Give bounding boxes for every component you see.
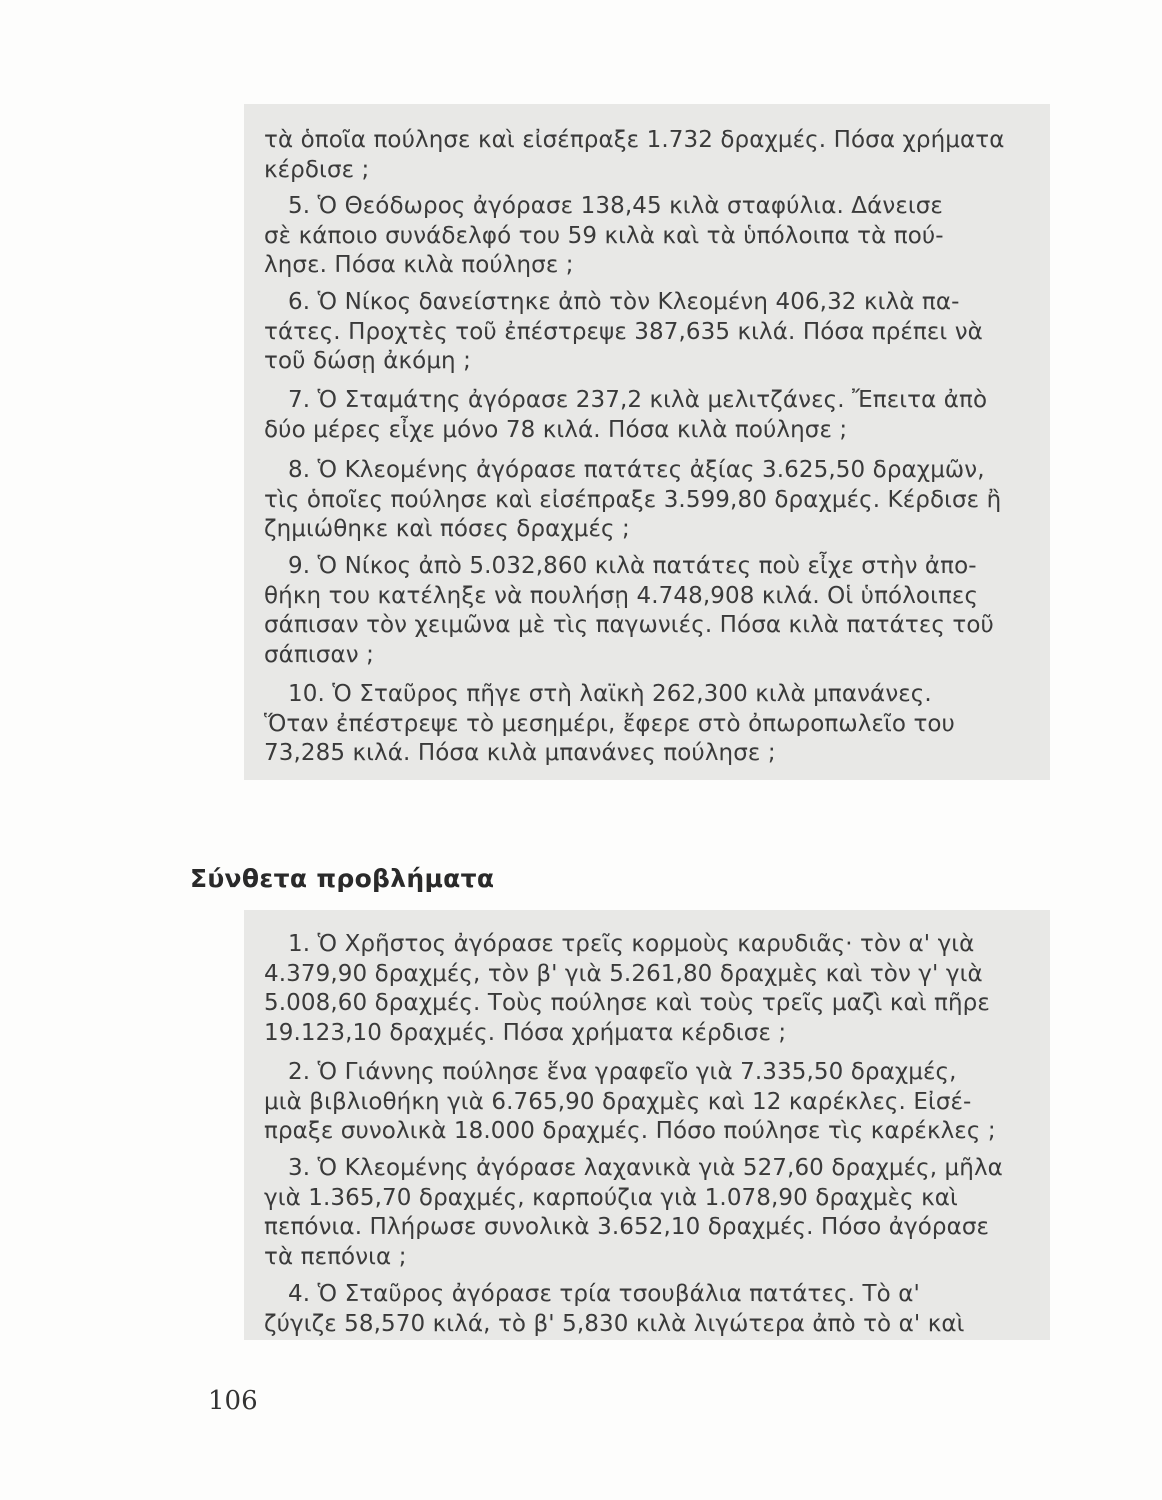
text-line: πεπόνια. Πλήρωσε συνολικὰ 3.652,10 δραχμές. Πόσο ἀγόρασε: [264, 1214, 990, 1240]
composite-problem-3: [264, 1154, 1030, 1272]
text-line: κέρδισε ;: [264, 156, 370, 183]
section-heading: Σύνθετα προβλήματα: [190, 864, 495, 893]
text-line: 9. Ὁ Νίκος ἀπὸ 5.032,860 κιλὰ πατάτες ποὺ εἶχε στὴν ἀπο-: [288, 553, 977, 579]
text-line: 4.379,90 δραχμές, τὸν β' γιὰ 5.261,80 δραχμὲς καὶ τὸν γ' γιὰ: [264, 960, 983, 987]
problem-5: [264, 192, 1030, 281]
text-line: σάπισαν ;: [264, 641, 374, 668]
text-line: πραξε συνολικὰ 18.000 δραχμές. Πόσο πούλησε τὶς καρέκλες ;: [264, 1118, 996, 1144]
text-line: θήκη του κατέληξε νὰ πουλήσῃ 4.748,908 κιλά. Οἱ ὑπόλοιπες: [264, 582, 979, 609]
text-line: 4. Ὁ Σταῦρος ἀγόρασε τρία τσουβάλια πατάτες. Τὸ α': [288, 1281, 920, 1307]
text-line: τοῦ δώσῃ ἀκόμη ;: [264, 348, 471, 374]
text-line: 73,285 κιλά. Πόσα κιλὰ μπανάνες πούλησε ;: [264, 740, 776, 766]
composite-problem-4: [264, 1280, 1030, 1339]
problem-7: [264, 386, 1030, 445]
text-line: 19.123,10 δραχμές. Πόσα χρήματα κέρδισε ;: [264, 1019, 787, 1046]
text-line: 5. Ὁ Θεόδωρος ἀγόρασε 138,45 κιλὰ σταφύλια. Δάνεισε: [288, 193, 943, 219]
text-line: 3. Ὁ Κλεομένης ἀγόρασε λαχανικὰ γιὰ 527,60 δραχμές, μῆλα: [288, 1155, 1003, 1181]
text-line: ζύγιζε 58,570 κιλά, τὸ β' 5,830 κιλὰ λιγώτερα ἀπὸ τὸ α' καὶ: [264, 1310, 965, 1337]
text-line: λησε. Πόσα κιλὰ πούλησε ;: [264, 252, 574, 278]
problem-6: [264, 288, 1030, 377]
text-line: τὶς ὁποῖες πούλησε καὶ εἰσέπραξε 3.599,80 δραχμές. Κέρδισε ἢ: [264, 486, 1002, 513]
text-line: τὰ ὁποῖα πούλησε καὶ εἰσέπραξε 1.732 δραχμές. Πόσα χρήματα: [264, 127, 1005, 153]
text-line: 10. Ὁ Σταῦρος πῆγε στὴ λαϊκὴ 262,300 κιλὰ μπανάνες.: [288, 681, 932, 707]
composite-problem-2: [264, 1058, 1030, 1147]
text-line: 7. Ὁ Σταμάτης ἀγόρασε 237,2 κιλὰ μελιτζάνες. Ἔπειτα ἀπὸ: [288, 387, 988, 413]
text-line: Ὅταν ἐπέστρεψε τὸ μεσημέρι, ἔφερε στὸ ὀπωροπωλεῖο του: [264, 710, 955, 737]
problem-9: [264, 552, 1030, 670]
text-line: σάπισαν τὸν χειμῶνα μὲ τὶς παγωνιές. Πόσα κιλὰ πατάτες τοῦ: [264, 612, 994, 638]
text-line: τὰ πεπόνια ;: [264, 1243, 407, 1270]
composite-problem-1: [264, 930, 1030, 1048]
page-number: 106: [208, 1386, 258, 1416]
text-line: 2. Ὁ Γιάννης πούλησε ἕνα γραφεῖο γιὰ 7.335,50 δραχμές,: [288, 1059, 957, 1085]
problem-10: [264, 680, 1030, 769]
text-line: 8. Ὁ Κλεομένης ἀγόρασε πατάτες ἀξίας 3.625,50 δραχμῶν,: [288, 457, 985, 483]
text-line: σὲ κάποιο συνάδελφό του 59 κιλὰ καὶ τὰ ὑπόλοιπα τὰ πού-: [264, 222, 944, 249]
text-line: γιὰ 1.365,70 δραχμές, καρπούζια γιὰ 1.078,90 δραχμὲς καὶ: [264, 1184, 958, 1211]
text-line: τάτες. Προχτὲς τοῦ ἐπέστρεψε 387,635 κιλά. Πόσα πρέπει νὰ: [264, 318, 983, 345]
problem-8: [264, 456, 1030, 545]
text-line: 1. Ὁ Χρῆστος ἀγόρασε τρεῖς κορμοὺς καρυδιᾶς· τὸν α' γιὰ: [288, 931, 975, 957]
problem-4-continuation: [264, 126, 1030, 185]
text-line: ζημιώθηκε καὶ πόσες δραχμές ;: [264, 516, 630, 542]
text-line: δύο μέρες εἶχε μόνο 78 κιλά. Πόσα κιλὰ πούλησε ;: [264, 416, 848, 443]
text-line: 5.008,60 δραχμές. Τοὺς πούλησε καὶ τοὺς τρεῖς μαζὶ καὶ πῆρε: [264, 990, 990, 1016]
text-line: μιὰ βιβλιοθήκη γιὰ 6.765,90 δραχμὲς καὶ 12 καρέκλες. Εἰσέ-: [264, 1088, 972, 1115]
text-line: 6. Ὁ Νίκος δανείστηκε ἀπὸ τὸν Κλεομένη 406,32 κιλὰ πα-: [288, 289, 960, 315]
